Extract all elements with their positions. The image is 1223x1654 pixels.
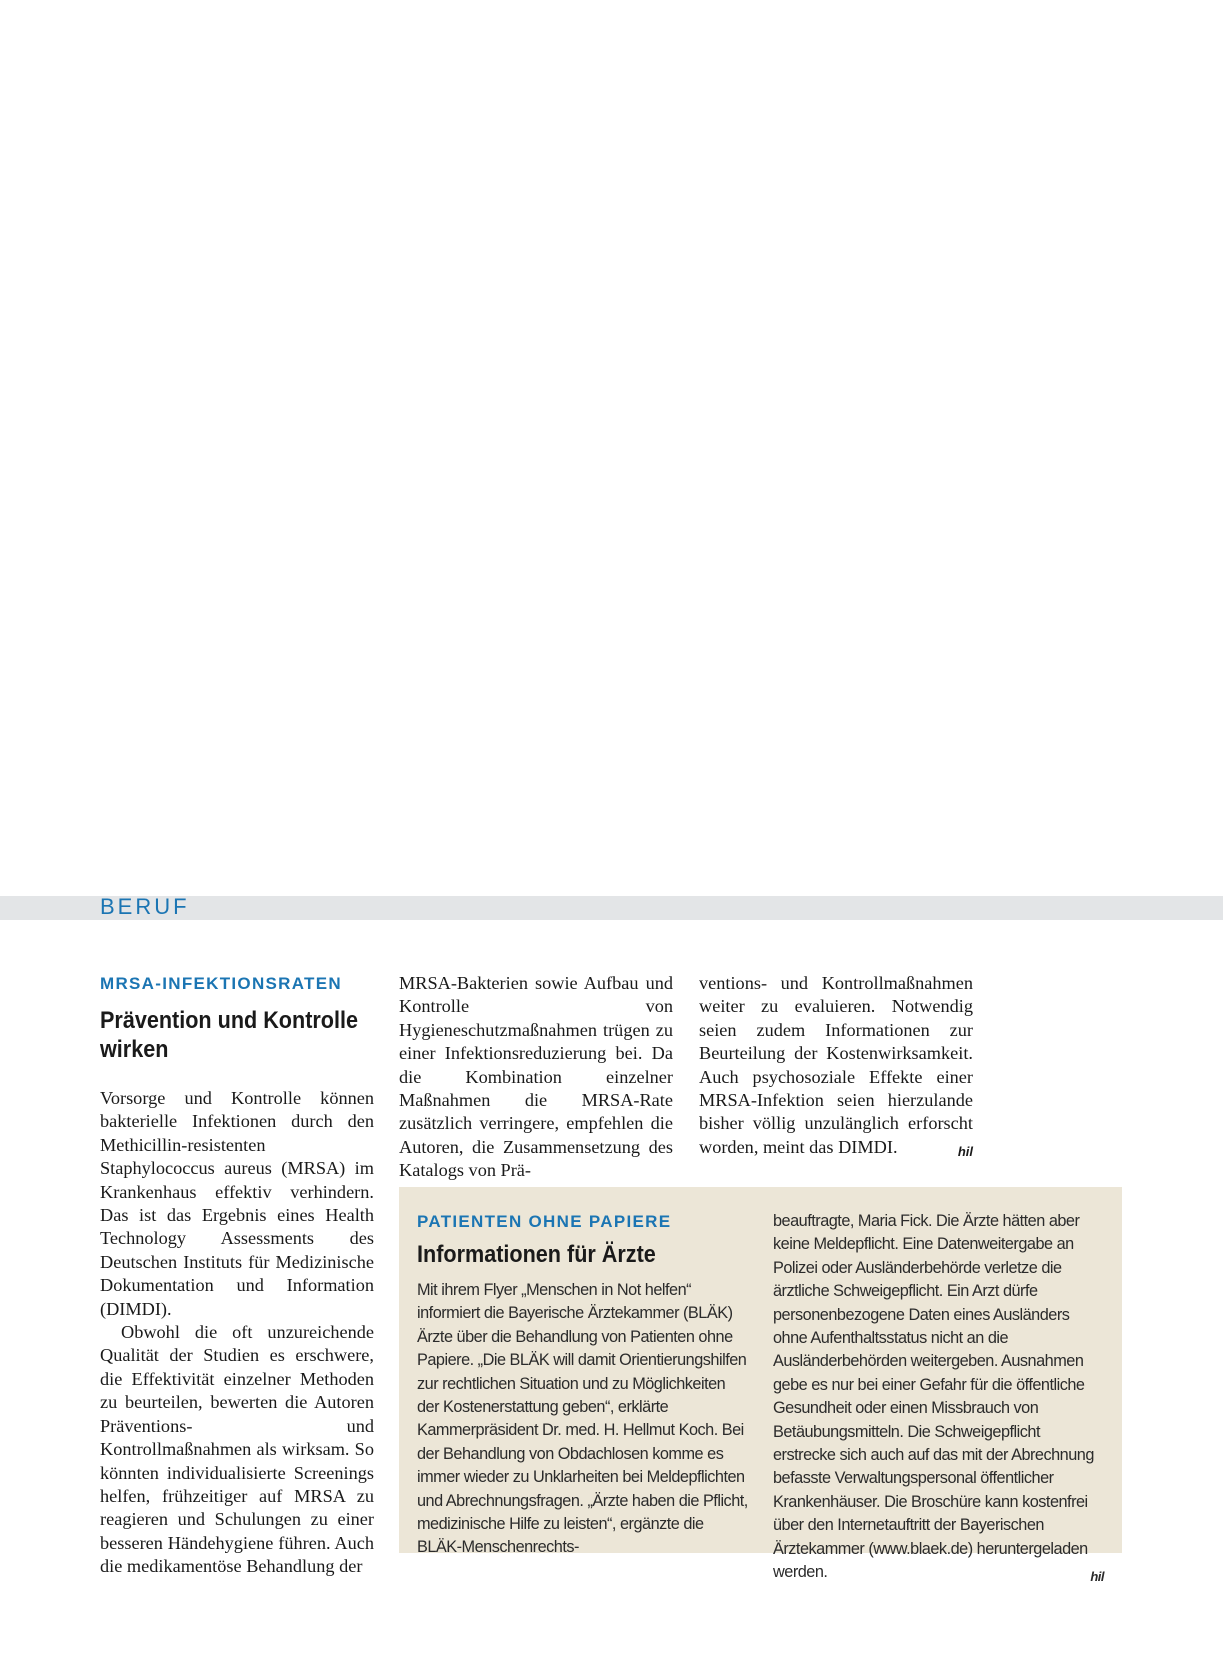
- article1-column-3-text: [699, 972, 973, 1159]
- article1-paragraph-1: Vorsorge und Kontrolle können bakterielle Infektionen durch den Methicillin-resistenten Staphylococcus aureus (MRSA) im Krankenhaus effektiv verhindern. Das ist das Ergebnis eines Health Technology Assessments des Deutschen Instituts für Medizinische Dokumentation und Information (DIMDI).: [100, 1088, 374, 1319]
- article2-column-1: [417, 1212, 749, 1560]
- article1-column-2: [399, 972, 673, 1183]
- article2-column-1-text: Mit ihrem Flyer „Menschen in Not helfen“ informiert die Bayerische Ärztekammer (BLÄK) Ärzte über die Behandlung von Patienten ohne Papiere. „Die BLÄK will damit Orientierungshilfen zur rechtlichen Situation und zu Möglichkeiten der Kostenerstattung geben“, erklärte Kammerpräsident Dr. med. H. Hellmut Koch. Bei der Behandlung von Obdachlosen komme es immer wieder zu Unklarheiten bei Meldepflichten und Abrechnungsfragen. „Ärzte haben die Pflicht, medizinische Hilfe zu leisten“, ergänzte die BLÄK-Menschenrechts-: [417, 1281, 748, 1557]
- article2-kicker: PATIENTEN OHNE PAPIERE: [417, 1212, 672, 1231]
- article1-paragraph-2: Obwohl die oft unzureichende Qualität der Studien es erschwere, die Effektivität einzelner Methoden zu beurteilen, bewerten die Autoren Präventions- und Kontrollmaßnahmen als wirksam. So könnten individualisierte Screenings helfen, frühzeitiger auf MRSA zu reagieren und Schulungen zu einer besseren Händehygiene führen. Auch die medikamentöse Behandlung der: [100, 1322, 374, 1577]
- article1-kicker: MRSA-INFEKTIONSRATEN: [100, 974, 342, 993]
- article1-column-1: [100, 974, 374, 1579]
- article2-column-2-body: beauftragte, Maria Fick. Die Ärzte hätten aber keine Meldepflicht. Eine Datenweitergabe an Polizei oder Ausländerbehörde verletze die ärztliche Schweigepflicht. Ein Arzt dürfe personenbezogene Daten eines Ausländers ohne Aufenthaltsstatus nicht an die Ausländerbehörden weitergeben. Ausnahmen gebe es nur bei einer Gefahr für die öffentliche Gesundheit oder einen Missbrauch von Betäubungsmitteln. Die Schweigepflicht erstrecke sich auch auf das mit der Abrechnung befasste Verwaltungspersonal öffentlicher Krankenhäuser. Die Broschüre kann kostenfrei über den Internetauftritt der Bayerischen Ärztekammer (www.blaek.de) heruntergeladen werden.: [773, 1212, 1094, 1582]
- section-label: BERUF: [100, 894, 190, 919]
- article2-column-2-text: [773, 1210, 1104, 1585]
- article1-column-3: [699, 972, 973, 1163]
- article1-column-2-text: MRSA-Bakterien sowie Aufbau und Kontrolle von Hygieneschutzmaßnahmen trügen zu einer Infektionsreduzierung bei. Da die Kombination einzelner Maßnahmen die MRSA-Rate zusätzlich verringere, empfehlen die Autoren, die Zusammensetzung des Katalogs von Prä-: [399, 973, 673, 1181]
- article1-headline: Prävention und Kontrolle wirken: [100, 1007, 359, 1063]
- article2-column-2: [773, 1210, 1104, 1589]
- article1-signature: hil: [957, 1143, 973, 1159]
- article2-headline: Informationen für Ärzte: [417, 1241, 656, 1268]
- article1-column-3-body: ventions- und Kontrollmaßnahmen weiter zu evaluieren. Notwendig seien zudem Informationen zur Beurteilung der Kostenwirksamkeit. Auch psychosoziale Effekte einer MRSA-Infektion seien hierzulande bisher völlig unzulänglich erforscht worden, meint das DIMDI.: [699, 973, 973, 1157]
- article2-signature: hil: [1090, 1569, 1104, 1585]
